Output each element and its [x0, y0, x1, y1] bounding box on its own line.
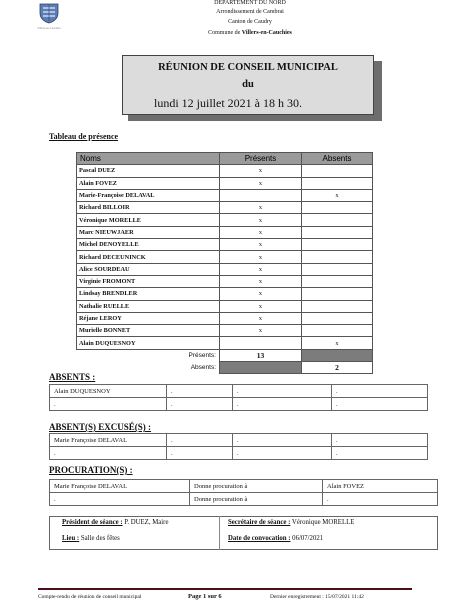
place-label: Lieu :: [62, 535, 80, 542]
attendance-heading: Tableau de présence: [49, 132, 119, 141]
total-absent-label: Absents:: [190, 364, 216, 372]
commune-crest-logo: [38, 2, 60, 24]
member-name: Pascal DUEZ: [77, 165, 220, 177]
table-row: [77, 300, 373, 312]
present-mark: [220, 189, 302, 201]
present-mark: x: [220, 312, 302, 324]
excused-cell: .: [167, 434, 233, 447]
excused-heading: ABSENT(S) EXCUSÉ(S) :: [49, 422, 152, 432]
footer-rule: [38, 588, 412, 590]
convocation-line: [228, 535, 323, 542]
table-row: [50, 480, 438, 493]
present-mark: x: [220, 165, 302, 177]
procuration-cell: .: [323, 493, 438, 506]
secretary-value: Véronique MORELLE: [290, 519, 355, 526]
procuration-cell: Alain FOVEZ: [323, 480, 438, 493]
convocation-label: Date de convocation :: [228, 535, 291, 542]
president-label: Président de séance :: [62, 519, 123, 526]
secretary-label: Secrétaire de séance :: [228, 519, 291, 526]
present-mark: x: [220, 300, 302, 312]
footer-right: Dernier enregistrement : 15/07/2021 11:42: [270, 594, 364, 600]
procuration-cell: Marie Françoise DELAVAL: [50, 480, 190, 493]
absent-mark: [302, 251, 373, 263]
present-mark: x: [220, 239, 302, 251]
absent-mark: [302, 165, 373, 177]
convocation-value: 06/07/2021: [290, 535, 324, 542]
excused-cell: .: [332, 434, 428, 447]
commune-name: Villers-en-Cauchies: [241, 30, 292, 36]
absents-cell: Alain DUQUESNOY: [50, 385, 167, 398]
excused-cell: .: [233, 434, 332, 447]
absent-mark: [302, 275, 373, 287]
table-row: [77, 226, 373, 238]
excused-cell: .: [50, 447, 167, 460]
col-header-names: Noms: [77, 153, 220, 165]
absent-mark: [302, 226, 373, 238]
table-row: [77, 214, 373, 226]
member-name: Michel DENOYELLE: [77, 239, 220, 251]
absents-cell: .: [332, 398, 428, 411]
procurations-table: [49, 479, 438, 506]
president-value: P. DUEZ, Maire: [122, 519, 169, 526]
absent-mark: [302, 288, 373, 300]
table-row: [77, 275, 373, 287]
table-row: [77, 177, 373, 189]
member-name: Virginie FROMONT: [77, 275, 220, 287]
table-row: [77, 337, 373, 349]
total-present-label: Présents:: [188, 352, 216, 360]
procuration-cell: .: [50, 493, 190, 506]
absent-mark: x: [302, 337, 373, 349]
table-row: [50, 385, 428, 398]
absent-mark: [302, 263, 373, 275]
absents-cell: .: [332, 385, 428, 398]
meeting-title-du: du: [242, 79, 254, 90]
total-absent-filler: [220, 362, 302, 374]
excused-cell: Marie Françoise DELAVAL: [50, 434, 167, 447]
absent-mark: [302, 177, 373, 189]
table-row: [50, 447, 428, 460]
excused-cell: .: [167, 447, 233, 460]
logo-caption: Villers-en-Cauchies: [37, 26, 61, 30]
president-line: [62, 519, 168, 526]
department-line: DÉPARTEMENT DU NORD: [214, 0, 286, 6]
table-row: [77, 239, 373, 251]
present-mark: x: [220, 226, 302, 238]
col-header-present: Présents: [220, 153, 302, 165]
table-row: [77, 288, 373, 300]
meeting-info-divider: [219, 516, 220, 550]
member-name: Véronique MORELLE: [77, 214, 220, 226]
member-name: Lindsay BRENDLER: [77, 288, 220, 300]
canton-line: Canton de Caudry: [228, 19, 272, 25]
col-header-absent: Absents: [302, 153, 373, 165]
absent-mark: [302, 300, 373, 312]
table-row: [77, 263, 373, 275]
meeting-date: lundi 12 juillet 2021 à 18 h 30.: [154, 96, 302, 110]
present-mark: x: [220, 177, 302, 189]
member-name: Richard BILLOIR: [77, 202, 220, 214]
table-row: [77, 312, 373, 324]
table-row: [77, 189, 373, 201]
procurations-heading: PROCURATION(S) :: [49, 465, 133, 475]
total-present-value: 13: [220, 349, 302, 361]
excused-cell: .: [233, 447, 332, 460]
absents-table: [49, 384, 428, 411]
present-mark: x: [220, 325, 302, 337]
member-name: Alain FOVEZ: [77, 177, 220, 189]
member-name: Murielle BONNET: [77, 325, 220, 337]
footer-left: Compte-rendu de réunion de conseil municipal: [38, 594, 142, 600]
absent-mark: [302, 239, 373, 251]
absents-cell: .: [233, 398, 332, 411]
place-value: Salle des fêtes: [79, 535, 120, 542]
table-row: [77, 325, 373, 337]
procuration-cell: Donne procuration à: [190, 493, 323, 506]
present-mark: x: [220, 275, 302, 287]
total-present-filler: [302, 349, 373, 361]
place-line: [62, 535, 120, 542]
absent-mark: [302, 202, 373, 214]
member-name: Richard DECEUNINCK: [77, 251, 220, 263]
member-name: Marie-Françoise DELAVAL: [77, 189, 220, 201]
member-name: Marc NIEUWJAER: [77, 226, 220, 238]
commune-prefix: Commune de: [208, 30, 242, 36]
arrondissement-line: Arrondissement de Cambrai: [216, 9, 284, 15]
secretary-line: [228, 519, 354, 526]
absent-mark: [302, 214, 373, 226]
member-name: Réjane LEROY: [77, 312, 220, 324]
absents-cell: .: [167, 385, 233, 398]
table-row: [77, 251, 373, 263]
absents-heading: ABSENTS :: [49, 372, 96, 382]
absents-cell: .: [233, 385, 332, 398]
total-absent-value: 2: [302, 362, 373, 374]
table-row: [50, 493, 438, 506]
footer-page: Page 1 sur 6: [188, 593, 222, 600]
present-mark: x: [220, 263, 302, 275]
procuration-cell: Donne procuration à: [190, 480, 323, 493]
absent-mark: [302, 325, 373, 337]
excused-cell: .: [332, 447, 428, 460]
present-mark: [220, 337, 302, 349]
member-name: Alain DUQUESNOY: [77, 337, 220, 349]
table-row: [77, 202, 373, 214]
table-row: [77, 165, 373, 177]
excused-table: [49, 433, 428, 460]
absents-cell: .: [167, 398, 233, 411]
absent-mark: [302, 312, 373, 324]
present-mark: x: [220, 251, 302, 263]
absent-mark: x: [302, 189, 373, 201]
present-mark: x: [220, 214, 302, 226]
meeting-title: RÉUNION DE CONSEIL MUNICIPAL: [158, 62, 338, 73]
table-row: [50, 434, 428, 447]
absents-cell: .: [50, 398, 167, 411]
present-mark: x: [220, 202, 302, 214]
member-name: Alice SOURDEAU: [77, 263, 220, 275]
commune-line: [170, 30, 330, 37]
attendance-table: [76, 152, 373, 374]
table-row: [50, 398, 428, 411]
member-name: Nathalie RUELLE: [77, 300, 220, 312]
present-mark: x: [220, 288, 302, 300]
